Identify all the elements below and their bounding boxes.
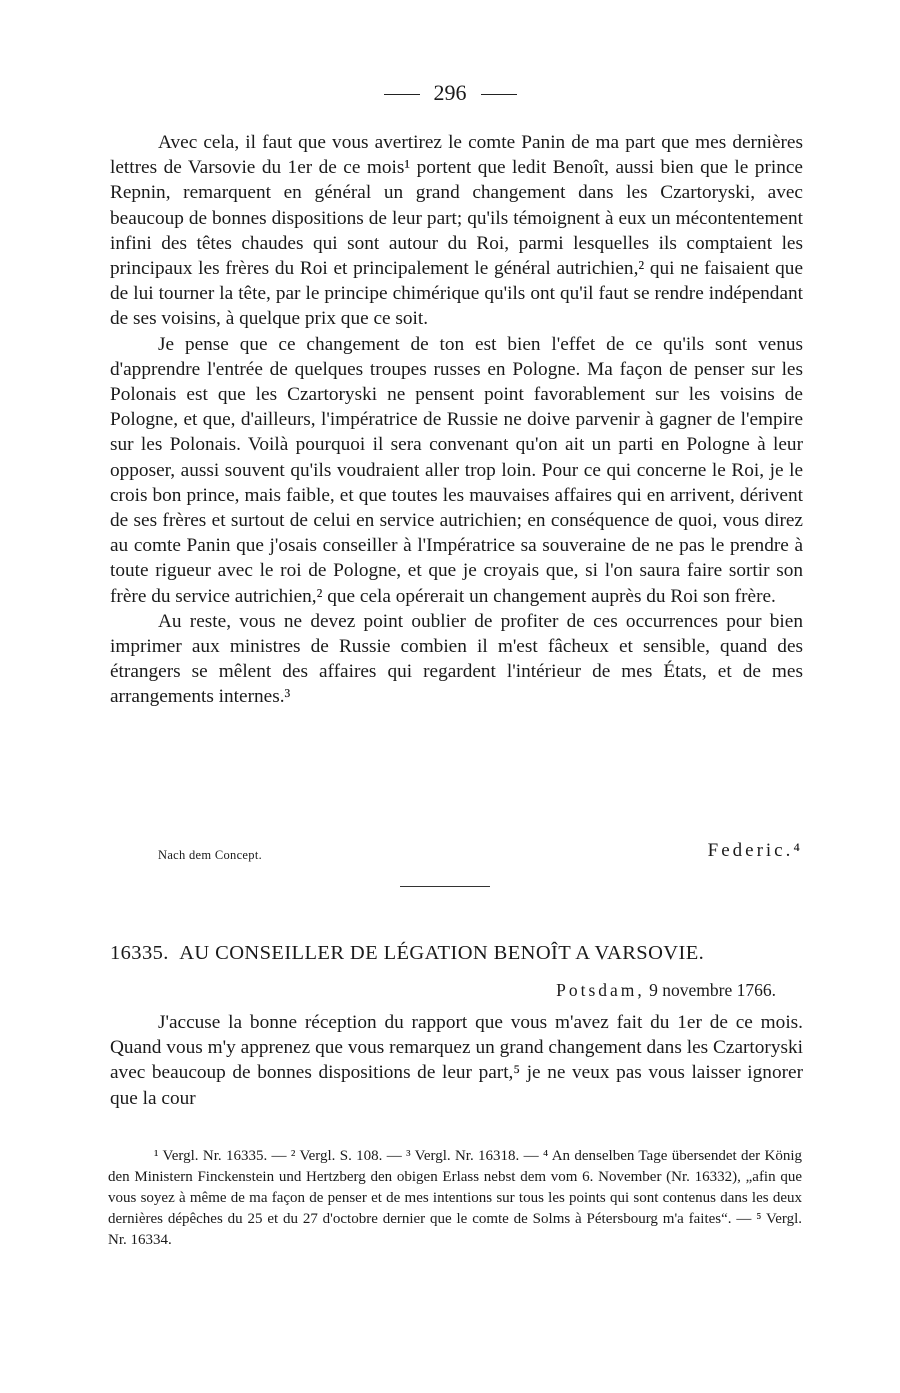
document-title: AU CONSEILLER DE LÉGATION BENOÎT A VARSOVIE. xyxy=(179,942,705,964)
source-note: Nach dem Concept. xyxy=(158,848,263,862)
paragraph: Avec cela, il faut que vous avertirez le comte Panin de ma part que mes dernières lettres de Varsovie du 1er de ce mois¹ portent que ledit Benoît, aussi bien que le prince Repnin, remarquent en général un grand changement dans les Czartoryski, avec beaucoup de bonnes dispositions de leur part; qu'ils témoignent à eux un mécontentement infini des têtes chaudes qui sont autour du Roi, parmi lesquelles ils comptaient les principaux les frères du Roi et principalement le général autrichien,² qui ne faisaient que de lui tourner la tête, par le principe chimérique qu'ils ont qu'il faut se rendre indépendant de ses voisins, à quelque prix que ce soit. xyxy=(110,132,803,330)
dateline-place: Potsdam, xyxy=(556,980,645,1000)
document-heading xyxy=(110,942,803,965)
closing-row xyxy=(110,840,803,868)
page-number-dash-right xyxy=(481,94,517,95)
document-number: 16335. xyxy=(110,942,169,964)
paragraph: Au reste, vous ne devez point oublier de profiter de ces occurrences pour bien imprimer aux ministres de Russie combien il m'est fâcheux et sensible, quand des étrangers se mêlent des affaires qui regardent l'intérieur de mes États, et de mes arrangements internes.³ xyxy=(110,610,803,708)
page-number-dash-left xyxy=(384,94,420,95)
footnote: ¹ Vergl. Nr. 16335. — ² Vergl. S. 108. — ³ Vergl. Nr. 16318. — ⁴ An denselben Tage übersendet der König den Ministern Finckenstein und Hertzberg den obigen Erlass nebst dem vom 6. November (Nr. 16332), „afin que vous soyez à même de ma façon de penser et de mes intentions sur tous les points qui sont contenus dans les deux dernières dépêches du 25 et du 27 d'octobre dernier que le comte de Solms à Pétersbourg m'a faites“. — ⁵ Vergl. Nr. 16334. xyxy=(108,1148,802,1248)
signature: Federic.⁴ xyxy=(707,840,803,861)
paragraph: Je pense que ce changement de ton est bien l'effet de ce qu'ils sont venus d'apprendre l'entrée de quelques troupes russes en Pologne. Ma façon de penser sur les Polonais est que les Czartoryski ne pensent point favorablement sur les voisins de Pologne, et que, d'ailleurs, l'impératrice de Russie ne doive parvenir à gagner de l'empire sur les Polonais. Voilà pourquoi il sera convenant qu'on ait un parti en Pologne à leur opposer, aussi souvent qu'ils voudraient aller trop loin. Pour ce qui concerne le Roi, je le crois bon prince, mais faible, et que toutes les mauvaises affaires qui en arrivent, dérivent de ses frères et surtout de celui en service autrichien; en conséquence de quoi, vous direz au comte Panin que j'osais conseiller à l'Impératrice sa souveraine de ne pas le prendre à toute rigueur avec le roi de Pologne, et que je croyais que, si l'on saura faire sortir son frère du service autrichien,² que cela opérerait un changement auprès du Roi son frère. xyxy=(110,333,803,607)
paragraph: J'accuse la bonne réception du rapport que vous m'avez fait du 1er de ce mois. Quand vous m'y apprenez que vous remarquez un grand changement dans les Czartoryski avec beaucoup de bonnes dispositions de leur part,⁵ je ne veux pas vous laisser ignorer que la cour xyxy=(110,1012,803,1109)
section-divider xyxy=(400,886,490,887)
page-number-value: 296 xyxy=(433,80,467,105)
letter-body xyxy=(110,1010,803,1111)
letter-body-continued xyxy=(110,130,803,710)
dateline xyxy=(556,980,776,1001)
page-number xyxy=(0,80,900,106)
dateline-date: 9 novembre 1766. xyxy=(649,980,776,1000)
footnotes xyxy=(108,1146,802,1251)
